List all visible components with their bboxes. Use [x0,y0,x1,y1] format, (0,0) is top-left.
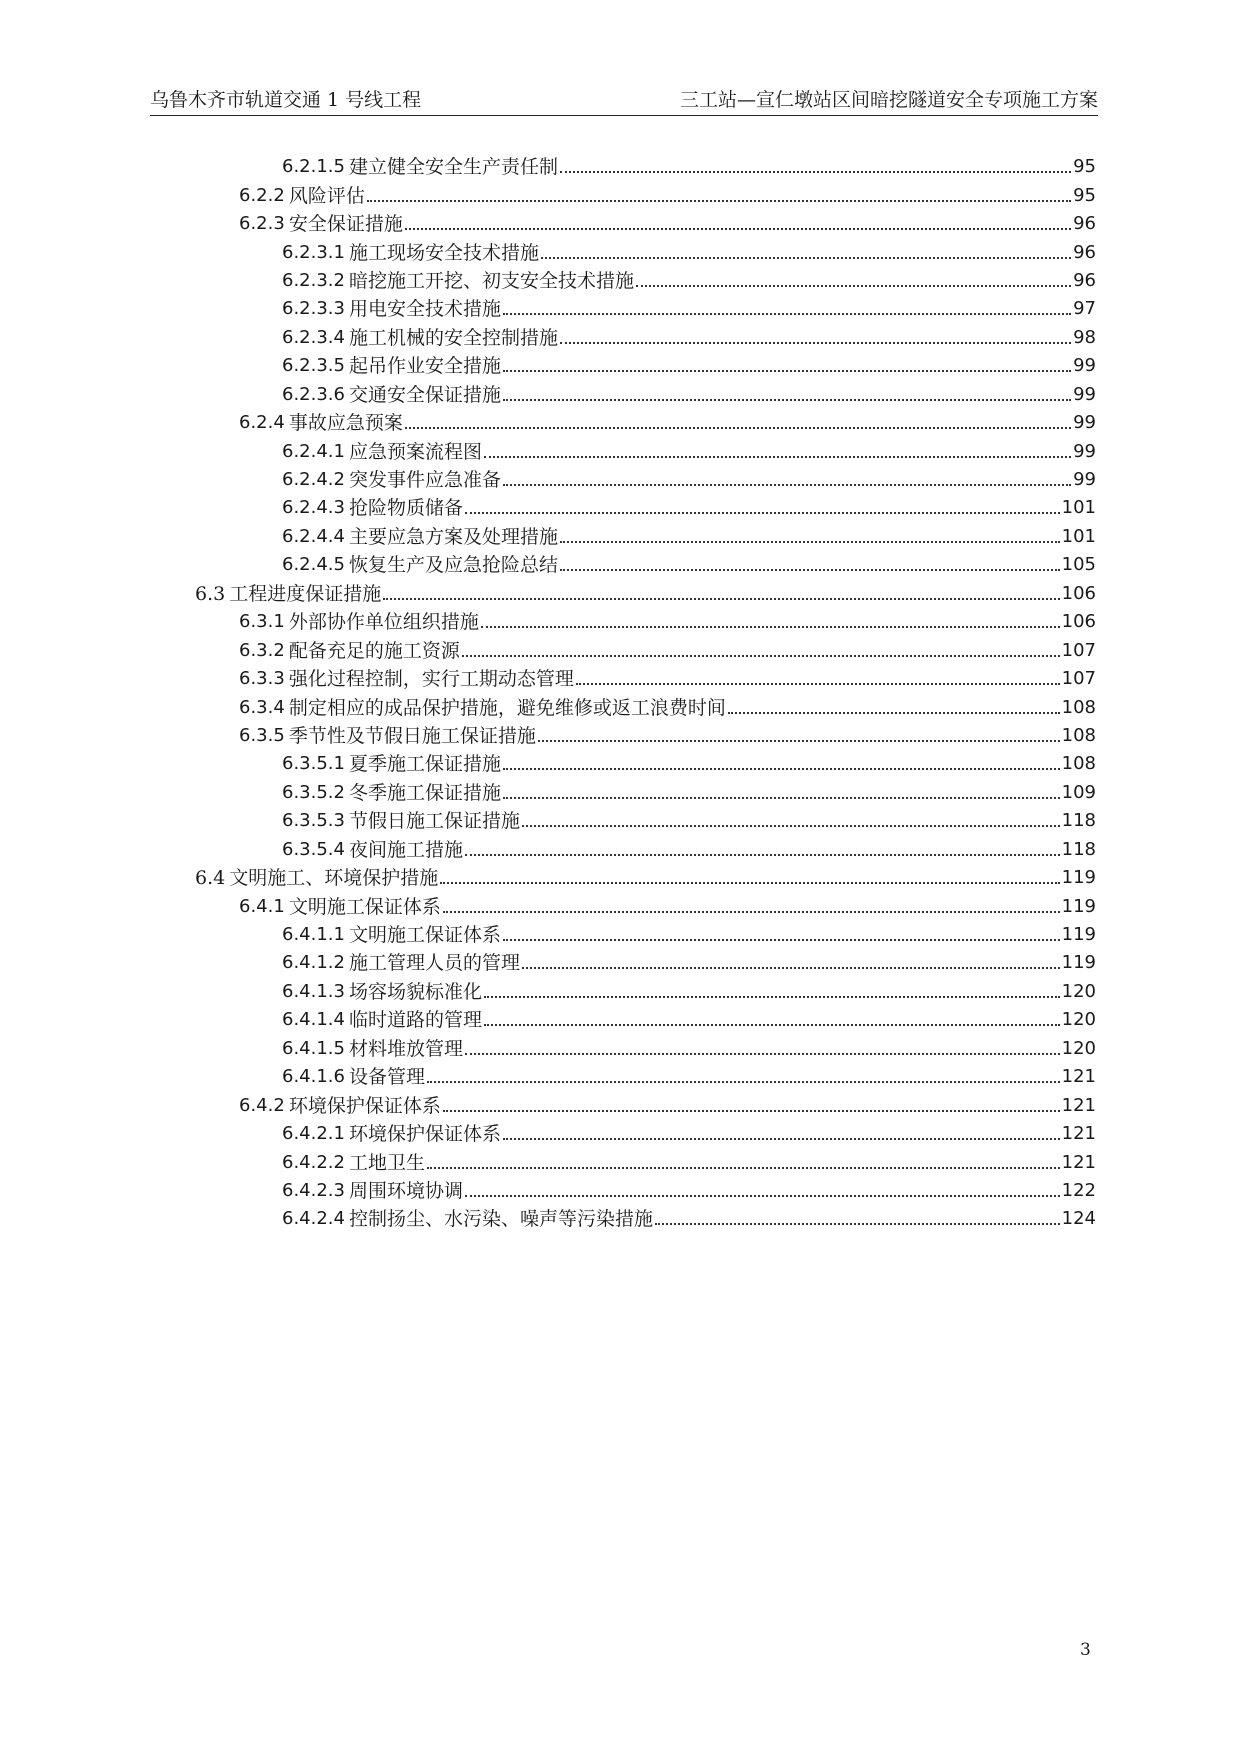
toc-entry-page: 120 [1061,1009,1096,1031]
toc-leader-dots [503,352,1071,380]
toc-entry-number: 6.3.4 [239,696,285,718]
toc-entry[interactable] [150,381,1096,409]
toc-entry[interactable] [150,949,1096,977]
toc-entry-title: 材料堆放管理 [348,1037,463,1060]
toc-entry-page: 121 [1061,1094,1096,1116]
toc-entry-title: 工程进度保证措施 [229,582,382,605]
toc-entry-title: 夜间施工措施 [348,838,463,861]
toc-entry[interactable] [150,267,1096,295]
toc-entry[interactable] [150,636,1096,664]
toc-entry-page: 99 [1073,383,1096,405]
header-project-name: 乌鲁木齐市轨道交通 1 号线工程 [150,89,422,111]
toc-leader-dots [560,523,1060,551]
toc-entry[interactable] [150,1035,1096,1063]
toc-entry[interactable] [150,1177,1096,1205]
toc-leader-dots [484,438,1071,466]
toc-leader-dots [655,1205,1060,1233]
toc-leader-dots [462,637,1060,665]
toc-entry-page: 98 [1073,326,1096,348]
toc-entry-title: 季节性及节假日施工保证措施 [288,724,536,747]
toc-entry-title: 强化过程控制，实行工期动态管理 [288,668,574,691]
toc-leader-dots [481,608,1060,636]
toc-entry[interactable] [150,836,1096,864]
toc-entry[interactable] [150,181,1096,209]
toc-entry-title: 环境保护保证体系 [348,1123,501,1146]
toc-leader-dots [383,580,1059,608]
toc-entry[interactable] [150,665,1096,693]
toc-entry-number: 6.2.3.1 [282,241,345,263]
toc-entry-number: 6.4.1.3 [282,980,345,1002]
toc-entry-page: 124 [1061,1208,1096,1230]
toc-entry[interactable] [150,921,1096,949]
toc-entry-page: 119 [1061,924,1096,946]
toc-leader-dots [503,1120,1060,1148]
toc-entry-title: 工地卫生 [348,1151,425,1174]
toc-entry-page: 105 [1061,554,1096,576]
toc-entry-title: 文明施工保证体系 [348,924,501,947]
toc-entry-title: 用电安全技术措施 [348,298,501,321]
toc-entry[interactable] [150,1006,1096,1034]
toc-leader-dots [538,722,1060,750]
toc-leader-dots [560,324,1071,352]
toc-leader-dots [465,1035,1060,1063]
toc-entry[interactable] [150,1063,1096,1091]
toc-leader-dots [636,267,1071,295]
toc-entry-page: 106 [1061,611,1096,633]
toc-entry-page: 120 [1061,1037,1096,1059]
toc-entry[interactable] [150,551,1096,579]
toc-entry-title: 设备管理 [348,1066,425,1089]
toc-entry[interactable] [150,750,1096,778]
toc-leader-dots [465,494,1060,522]
toc-entry-number: 6.4.2 [239,1094,285,1116]
toc-entry-number: 6.4.1.1 [282,924,345,946]
toc-entry-number: 6.2.4 [239,412,285,434]
toc-entry-title: 事故应急预案 [288,412,403,435]
page-number: 3 [1080,1640,1091,1660]
toc-entry-page: 96 [1073,213,1096,235]
toc-entry-number: 6.2.4.4 [282,525,345,547]
toc-entry-title: 主要应急方案及处理措施 [348,525,558,548]
toc-entry-number: 6.4 [195,867,226,890]
toc-entry-page: 107 [1061,668,1096,690]
toc-entry[interactable] [150,1205,1096,1233]
toc-entry-title: 建立健全安全生产责任制 [348,156,558,179]
toc-entry-title: 冬季施工保证措施 [348,781,501,804]
table-of-contents [150,153,1096,1234]
toc-entry-title: 恢复生产及应急抢险总结 [348,554,558,577]
toc-leader-dots [367,182,1071,210]
toc-entry-title: 暗挖施工开挖、初支安全技术措施 [348,269,634,292]
toc-entry[interactable] [150,210,1096,238]
toc-leader-dots [576,665,1060,693]
toc-entry-number: 6.4.2.3 [282,1179,345,1201]
toc-leader-dots [427,1149,1060,1177]
toc-leader-dots [443,893,1060,921]
toc-entry[interactable] [150,295,1096,323]
toc-entry-page: 108 [1061,724,1096,746]
toc-entry-title: 节假日施工保证措施 [348,810,520,833]
toc-leader-dots [560,153,1071,181]
toc-entry[interactable] [150,892,1096,920]
toc-entry-page: 99 [1073,469,1096,491]
toc-entry-page: 95 [1073,156,1096,178]
toc-entry-title: 突发事件应急准备 [348,469,501,492]
toc-entry-number: 6.3.5.3 [282,810,345,832]
toc-entry-number: 6.3.5.2 [282,781,345,803]
toc-entry-number: 6.3.5.4 [282,838,345,860]
toc-entry[interactable] [150,494,1096,522]
toc-entry[interactable] [150,978,1096,1006]
toc-entry-title: 起吊作业安全措施 [348,355,501,378]
toc-entry-page: 109 [1061,781,1096,803]
toc-entry-number: 6.4.1.2 [282,952,345,974]
toc-entry-title: 周围环境协调 [348,1179,463,1202]
toc-entry-page: 121 [1061,1151,1096,1173]
toc-entry[interactable] [150,580,1096,608]
toc-entry[interactable] [150,779,1096,807]
toc-entry-page: 101 [1061,497,1096,519]
toc-entry-title: 施工管理人员的管理 [348,952,520,975]
toc-entry-number: 6.3.5.1 [282,753,345,775]
toc-leader-dots [484,1006,1060,1034]
toc-entry-page: 118 [1061,810,1096,832]
toc-entry-title: 外部协作单位组织措施 [288,611,479,634]
toc-entry-title: 抢险物质储备 [348,497,463,520]
toc-leader-dots [522,949,1060,977]
toc-leader-dots [560,551,1060,579]
toc-entry[interactable] [150,722,1096,750]
toc-entry-page: 95 [1073,184,1096,206]
toc-entry[interactable] [150,693,1096,721]
toc-entry-number: 6.3.1 [239,611,285,633]
toc-entry-number: 6.3.2 [239,639,285,661]
toc-entry-number: 6.2.3.3 [282,298,345,320]
toc-entry[interactable] [150,1091,1096,1119]
toc-entry[interactable] [150,437,1096,465]
toc-entry-page: 120 [1061,980,1096,1002]
toc-entry[interactable] [150,807,1096,835]
toc-leader-dots [427,1063,1060,1091]
toc-entry-page: 101 [1061,525,1096,547]
toc-entry[interactable] [150,153,1096,181]
toc-entry-title: 应急预案流程图 [348,440,482,463]
toc-entry-page: 97 [1073,298,1096,320]
toc-entry-title: 文明施工保证体系 [288,895,441,918]
toc-entry[interactable] [150,352,1096,380]
toc-entry[interactable] [150,523,1096,551]
toc-entry-title: 制定相应的成品保护措施，避免维修或返工浪费时间 [288,696,726,719]
toc-entry-number: 6.2.3.2 [282,269,345,291]
toc-leader-dots [522,807,1060,835]
toc-entry-page: 121 [1061,1066,1096,1088]
toc-entry-title: 施工现场安全技术措施 [348,241,539,264]
toc-entry-number: 6.2.4.3 [282,497,345,519]
toc-entry-number: 6.4.1 [239,895,285,917]
toc-leader-dots [728,694,1060,722]
toc-leader-dots [484,978,1060,1006]
toc-entry-number: 6.4.2.2 [282,1151,345,1173]
toc-entry-page: 96 [1073,269,1096,291]
toc-entry[interactable] [150,608,1096,636]
toc-entry-number: 6.2.3 [239,213,285,235]
toc-leader-dots [541,239,1071,267]
toc-entry-number: 6.4.2.4 [282,1208,345,1230]
toc-entry[interactable] [150,466,1096,494]
toc-entry-number: 6.2.1.5 [282,156,345,178]
toc-entry-number: 6.2.3.5 [282,355,345,377]
toc-entry-number: 6.4.1.5 [282,1037,345,1059]
toc-entry-number: 6.4.1.4 [282,1009,345,1031]
toc-leader-dots [405,409,1071,437]
toc-entry-number: 6.2.3.6 [282,383,345,405]
toc-leader-dots [503,295,1071,323]
toc-entry-title: 安全保证措施 [288,213,403,236]
toc-entry-number: 6.3.3 [239,668,285,690]
toc-entry-number: 6.3 [195,582,226,605]
toc-leader-dots [503,750,1060,778]
toc-entry-page: 107 [1061,639,1096,661]
toc-entry-page: 99 [1073,355,1096,377]
toc-leader-dots [503,381,1071,409]
toc-entry-title: 场容场貌标准化 [348,980,482,1003]
toc-leader-dots [440,864,1059,892]
toc-entry-title: 临时道路的管理 [348,1009,482,1032]
toc-entry-number: 6.4.2.1 [282,1123,345,1145]
toc-entry[interactable] [150,324,1096,352]
toc-entry-title: 施工机械的安全控制措施 [348,326,558,349]
page-header [150,86,1098,116]
header-document-title: 三工站—宣仁墩站区间暗挖隧道安全专项施工方案 [679,89,1098,111]
toc-entry-number: 6.2.4.5 [282,554,345,576]
toc-entry-page: 99 [1073,412,1096,434]
toc-entry-number: 6.2.3.4 [282,326,345,348]
toc-leader-dots [465,836,1060,864]
toc-entry-page: 96 [1073,241,1096,263]
toc-leader-dots [443,1092,1060,1120]
toc-entry[interactable] [150,1120,1096,1148]
toc-entry-page: 118 [1061,838,1096,860]
toc-entry-title: 文明施工、环境保护措施 [229,867,439,890]
toc-entry[interactable] [150,864,1096,892]
toc-entry[interactable] [150,238,1096,266]
toc-entry-page: 119 [1061,895,1096,917]
toc-leader-dots [465,1177,1060,1205]
toc-entry-title: 环境保护保证体系 [288,1094,441,1117]
toc-entry-page: 121 [1061,1123,1096,1145]
toc-leader-dots [503,921,1060,949]
toc-entry-number: 6.2.4.2 [282,469,345,491]
toc-entry-page: 99 [1073,440,1096,462]
toc-entry-title: 夏季施工保证措施 [348,753,501,776]
toc-entry-title: 控制扬尘、水污染、噪声等污染措施 [348,1208,653,1231]
toc-entry-page: 106 [1061,582,1096,604]
toc-entry-page: 122 [1061,1179,1096,1201]
toc-leader-dots [503,466,1071,494]
toc-leader-dots [503,779,1060,807]
toc-entry-number: 6.2.2 [239,184,285,206]
toc-entry-title: 配备充足的施工资源 [288,639,460,662]
toc-entry[interactable] [150,409,1096,437]
toc-entry-page: 119 [1061,952,1096,974]
toc-entry-title: 风险评估 [288,184,365,207]
toc-entry-page: 108 [1061,696,1096,718]
toc-entry-title: 交通安全保证措施 [348,383,501,406]
toc-entry[interactable] [150,1148,1096,1176]
toc-leader-dots [405,210,1071,238]
toc-entry-page: 119 [1061,867,1096,889]
toc-entry-number: 6.2.4.1 [282,440,345,462]
toc-entry-number: 6.3.5 [239,724,285,746]
toc-entry-number: 6.4.1.6 [282,1066,345,1088]
toc-entry-page: 108 [1061,753,1096,775]
